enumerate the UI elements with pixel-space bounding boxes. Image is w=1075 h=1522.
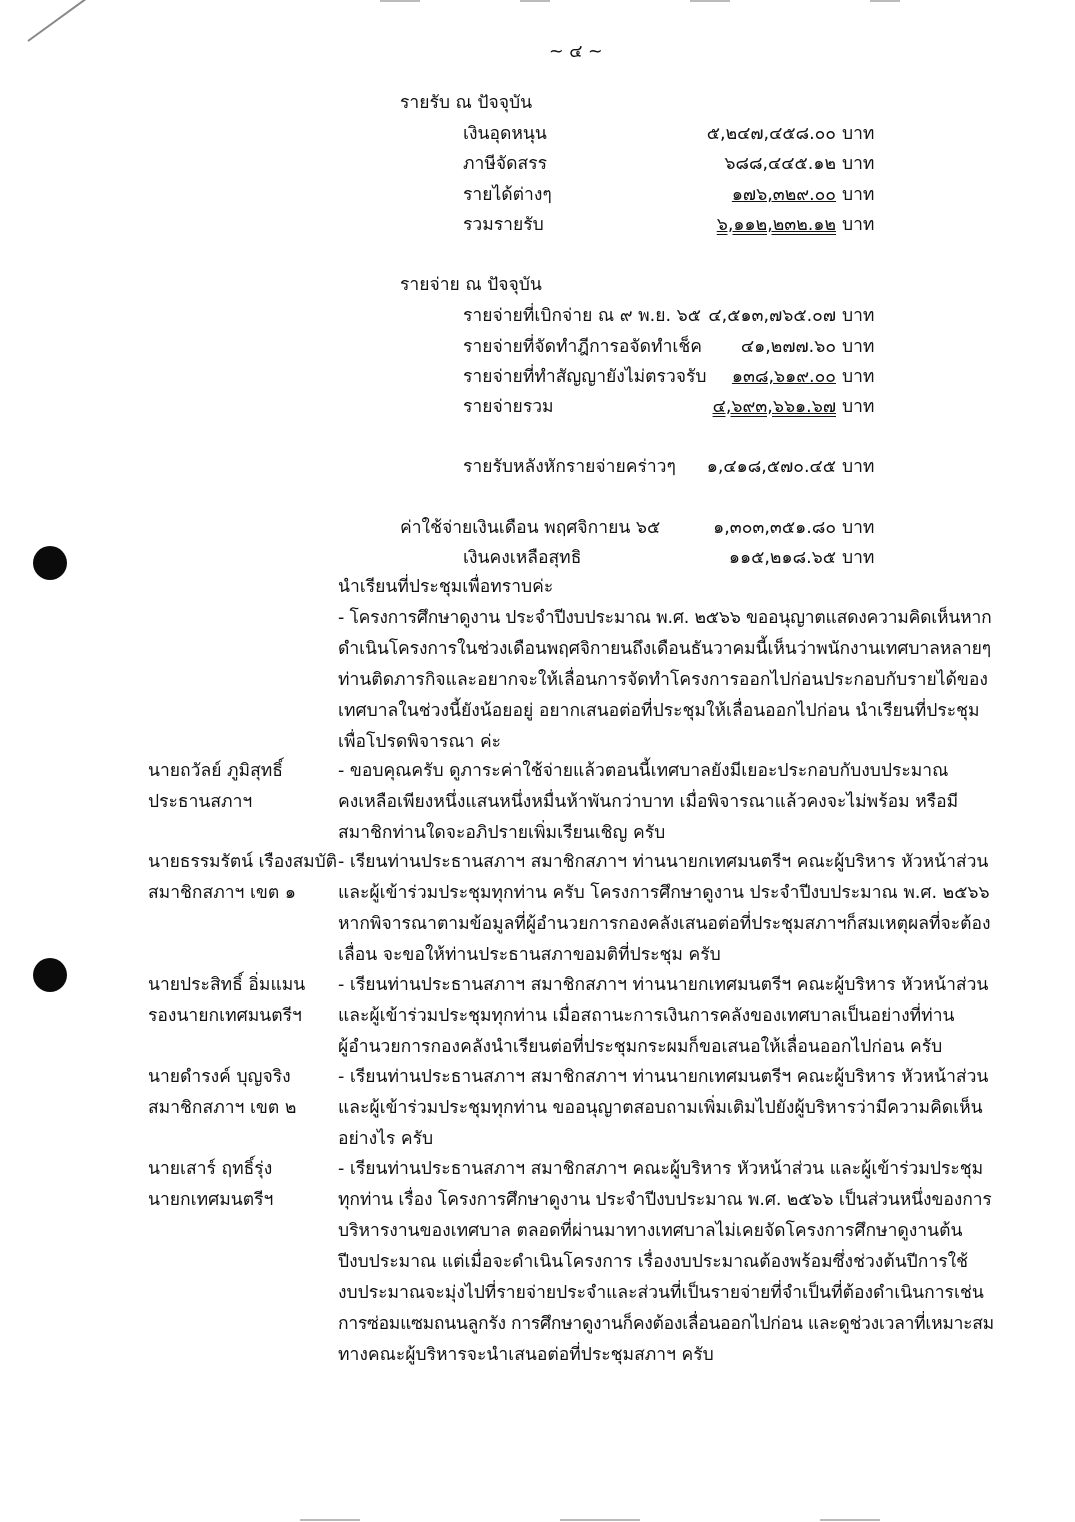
punch-hole: [33, 546, 67, 580]
speech-paragraph: [338, 1154, 994, 1371]
page-number: ~ ๔ ~: [549, 42, 603, 62]
unit-label: บาท: [842, 124, 875, 144]
paragraph-line: - เรียนท่านประธานสภาฯ สมาชิกสภาฯ ท่านนายกเทศมนตรีฯ คณะผู้บริหาร หัวหน้าส่วน: [338, 852, 989, 872]
speaker-name: นายธรรมรัตน์ เรืองสมบัติ: [148, 852, 337, 872]
unit-label: บาท: [842, 306, 875, 326]
speaker-role: สมาชิกสภาฯ เขต ๑: [148, 883, 296, 903]
paragraph-line: ทุกท่าน เรื่อง โครงการศึกษาดูงาน ประจำปีงบประมาณ พ.ศ. ๒๕๖๖ เป็นส่วนหนึ่งของการ: [338, 1190, 992, 1210]
expense-amount: ๔๑,๒๗๗.๖๐: [740, 337, 836, 357]
speaker-block: [148, 970, 305, 1032]
paragraph-line: คงเหลือเพียงหนึ่งแสนหนึ่งหมื่นห้าพันกว่าบาท เมื่อพิจารณาแล้วคงจะไม่พร้อม หรือมี: [338, 792, 959, 812]
speech-paragraph: [338, 1062, 990, 1155]
speaker-name: นายถวัลย์ ภูมิสุทธิ์: [148, 761, 283, 781]
speaker-block: [148, 847, 337, 909]
paragraph-line: เพื่อโปรดพิจารณา ค่ะ: [338, 732, 502, 752]
paragraph-line: ทางคณะผู้บริหารจะนำเสนอต่อที่ประชุมสภาฯ ครับ: [338, 1345, 714, 1365]
edge-mark: [560, 1519, 640, 1521]
speaker-name: นายประสิทธิ์ อิ่มแมน: [148, 975, 306, 995]
pen-mark: [27, 0, 116, 42]
unit-label: บาท: [842, 337, 875, 357]
paragraph-line: การซ่อมแซมถนนลูกรัง การศึกษาดูงานก็คงต้องเลื่อนออกไปก่อน และดูช่วงเวลาที่เหมาะสม: [338, 1314, 994, 1334]
net-income-amount: ๑,๔๑๘,๕๗๐.๔๕: [706, 457, 836, 477]
paragraph-line: เทศบาลในช่วงนี้ยังน้อยอยู่ อยากเสนอต่อที่ประชุมให้เลื่อนออกไปก่อน นำเรียนที่ประชุม: [338, 701, 980, 721]
paragraph-line: - เรียนท่านประธานสภาฯ สมาชิกสภาฯ ท่านนายกเทศมนตรีฯ คณะผู้บริหาร หัวหน้าส่วน: [338, 975, 989, 995]
expense-total-amount: ๔,๖๙๓,๖๖๑.๖๗: [712, 397, 836, 417]
income-total-amount: ๖,๑๑๒,๒๓๒.๑๒: [716, 215, 836, 235]
unit-label: บาท: [842, 457, 875, 477]
expense-label: รายจ่ายที่จัดทำฎีการอจัดทำเช็ค: [463, 337, 702, 357]
speaker-name: นายเสาร์ ฤทธิ์รุ่ง: [148, 1159, 273, 1179]
speech-paragraph: [338, 847, 990, 971]
unit-label: บาท: [842, 518, 875, 538]
paragraph-line: และผู้เข้าร่วมประชุมทุกท่าน เมื่อสถานะการเงินการคลังของเทศบาลเป็นอย่างที่ท่าน: [338, 1006, 955, 1026]
speech-paragraph: [338, 970, 990, 1063]
income-label: ภาษีจัดสรร: [463, 154, 547, 174]
expense-total-label: รายจ่ายรวม: [463, 397, 554, 417]
unit-label: บาท: [842, 397, 875, 417]
paragraph-line: นำเรียนที่ประชุมเพื่อทราบค่ะ: [338, 577, 554, 597]
income-amount: ๖๘๘,๔๔๕.๑๒: [724, 154, 836, 174]
paragraph-line: เลื่อน จะขอให้ท่านประธานสภาขอมติที่ประชุม ครับ: [338, 945, 721, 965]
paragraph-line: สมาชิกท่านใดจะอภิปรายเพิ่มเรียนเชิญ ครับ: [338, 823, 666, 843]
unit-label: บาท: [842, 185, 875, 205]
unit-label: บาท: [842, 215, 875, 235]
salary-label: ค่าใช้จ่ายเงินเดือน พฤศจิกายน ๖๕: [400, 518, 661, 538]
speaker-role: รองนายกเทศมนตรีฯ: [148, 1006, 302, 1026]
speaker-name: นายดำรงค์ บุญจริง: [148, 1067, 291, 1087]
expense-heading: รายจ่าย ณ ปัจจุบัน: [400, 275, 542, 295]
income-label: เงินอุดหนุน: [463, 124, 547, 144]
expense-label: รายจ่ายที่เบิกจ่าย ณ ๙ พ.ย. ๖๕: [463, 306, 701, 326]
income-amount: ๕,๒๔๗,๔๕๘.๐๐: [706, 124, 836, 144]
edge-mark: [870, 0, 900, 2]
edge-mark: [380, 0, 420, 2]
intro-paragraph: [338, 572, 990, 758]
edge-mark: [300, 1519, 360, 1521]
balance-amount: ๑๑๕,๒๑๘.๖๕: [728, 548, 836, 568]
paragraph-line: ผู้อำนวยการกองคลังนำเรียนต่อที่ประชุมกระผมก็ขอเสนอให้เลื่อนออกไปก่อน ครับ: [338, 1037, 943, 1057]
income-label: รายได้ต่างๆ: [463, 185, 552, 205]
paragraph-line: อย่างไร ครับ: [338, 1129, 434, 1149]
paragraph-line: - ขอบคุณครับ ดูภาระค่าใช้จ่ายแล้วตอนนี้เทศบาลยังมีเยอะประกอบกับงบประมาณ: [338, 761, 949, 781]
balance-label: เงินคงเหลือสุทธิ: [463, 548, 582, 568]
edge-mark: [520, 0, 550, 2]
unit-label: บาท: [842, 154, 875, 174]
income-heading: รายรับ ณ ปัจจุบัน: [400, 93, 533, 113]
paragraph-line: - เรียนท่านประธานสภาฯ สมาชิกสภาฯ คณะผู้บริหาร หัวหน้าส่วน และผู้เข้าร่วมประชุม: [338, 1159, 984, 1179]
salary-amount: ๑,๓๐๓,๓๕๑.๘๐: [713, 518, 836, 538]
net-income-label: รายรับหลังหักรายจ่ายคร่าวๆ: [463, 457, 676, 477]
speaker-role: ประธานสภาฯ: [148, 792, 253, 812]
speaker-block: [148, 1154, 273, 1216]
paragraph-line: และผู้เข้าร่วมประชุมทุกท่าน ครับ โครงการศึกษาดูงาน ประจำปีงบประมาณ พ.ศ. ๒๕๖๖: [338, 883, 990, 903]
paragraph-line: ท่านติดภารกิจและอยากจะให้เลื่อนการจัดทำโครงการออกไปก่อนประกอบกับรายได้ของ: [338, 670, 988, 690]
speaker-role: นายกเทศมนตรีฯ: [148, 1190, 274, 1210]
income-total-label: รวมรายรับ: [463, 215, 544, 235]
unit-label: บาท: [842, 548, 875, 568]
income-amount: ๑๗๖,๓๒๙.๐๐: [731, 185, 836, 205]
paragraph-line: งบประมาณจะมุ่งไปที่รายจ่ายประจำและส่วนที่เป็นรายจ่ายที่จำเป็นที่ต้องดำเนินการเช่น: [338, 1283, 984, 1303]
edge-mark: [690, 0, 730, 2]
paragraph-line: บริหารงานของเทศบาล ตลอดที่ผ่านมาทางเทศบาลไม่เคยจัดโครงการศึกษาดูงานต้น: [338, 1221, 963, 1241]
paragraph-line: - โครงการศึกษาดูงาน ประจำปีงบประมาณ พ.ศ. ๒๕๖๖ ขออนุญาตแสดงความคิดเห็นหาก: [338, 608, 992, 628]
edge-mark: [820, 1519, 880, 1521]
paragraph-line: - เรียนท่านประธานสภาฯ สมาชิกสภาฯ ท่านนายกเทศมนตรีฯ คณะผู้บริหาร หัวหน้าส่วน: [338, 1067, 989, 1087]
paragraph-line: และผู้เข้าร่วมประชุมทุกท่าน ขออนุญาตสอบถามเพิ่มเติมไปยังผู้บริหารว่ามีความคิดเห็น: [338, 1098, 983, 1118]
punch-hole: [33, 958, 67, 992]
speaker-block: [148, 756, 283, 818]
expense-amount: ๑๓๘,๖๑๙.๐๐: [731, 367, 836, 387]
speech-paragraph: [338, 756, 990, 849]
speaker-role: สมาชิกสภาฯ เขต ๒: [148, 1098, 297, 1118]
expense-label: รายจ่ายที่ทำสัญญายังไม่ตรวจรับ: [463, 367, 707, 387]
paragraph-line: ดำเนินโครงการในช่วงเดือนพฤศจิกายนถึงเดือนธันวาคมนี้เห็นว่าพนักงานเทศบาลหลายๆ: [338, 639, 992, 659]
expense-amount: ๔,๕๑๓,๗๖๕.๐๗: [708, 306, 836, 326]
unit-label: บาท: [842, 367, 875, 387]
speaker-block: [148, 1062, 296, 1124]
paragraph-line: หากพิจารณาตามข้อมูลที่ผู้อำนวยการกองคลังเสนอต่อที่ประชุมสภาฯก็สมเหตุผลที่จะต้อง: [338, 914, 991, 934]
paragraph-line: ปีงบประมาณ แต่เมื่อจะดำเนินโครงการ เรื่องงบประมาณต้องพร้อมซึ่งช่วงต้นปีการใช้: [338, 1252, 969, 1272]
